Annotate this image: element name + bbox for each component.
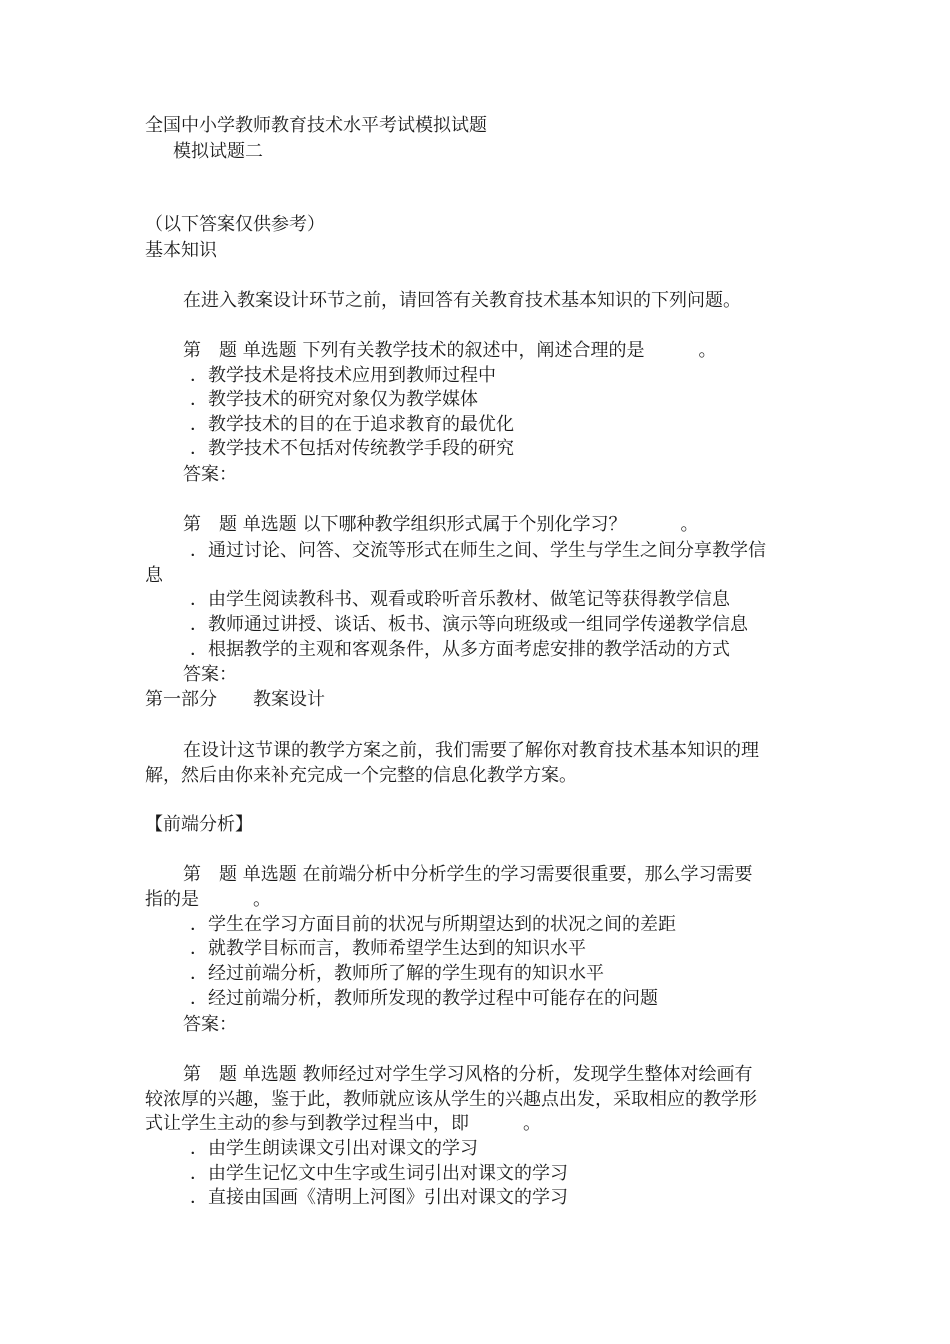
answer-label: 答案：: [183, 464, 237, 485]
question-option: ．教学技术是将技术应用到教师过程中: [190, 365, 496, 386]
part-intro: 解，然后由你来补充完成一个完整的信息化教学方案。: [145, 765, 577, 786]
question-option: ．经过前端分析，教师所了解的学生现有的知识水平: [190, 963, 604, 984]
part-intro: 在设计这节课的教学方案之前，我们需要了解你对教育技术基本知识的理: [183, 740, 759, 761]
question-stem: 第 题 单选题 教师经过对学生学习风格的分析，发现学生整体对绘画有: [183, 1064, 753, 1085]
question-stem: 式让学生主动的参与到教学过程当中，即 。: [145, 1113, 541, 1134]
answer-label: 答案：: [183, 664, 237, 685]
part-heading: 第一部分 教案设计: [145, 689, 325, 710]
question-option: ．学生在学习方面目前的状况与所期望达到的状况之间的差距: [190, 914, 676, 935]
question-option: ．由学生记忆文中生字或生词引出对课文的学习: [190, 1163, 568, 1184]
question-stem: 第 题 单选题 下列有关教学技术的叙述中，阐述合理的是 。: [183, 340, 717, 361]
question-option: ．教学技术的研究对象仅为教学媒体: [190, 389, 478, 410]
document-title: 全国中小学教师教育技术水平考试模拟试题: [145, 115, 487, 136]
section-heading-basic: 基本知识: [145, 240, 217, 261]
question-option-continuation: 息: [145, 565, 163, 586]
question-stem: 第 题 单选题 在前端分析中分析学生的学习需要很重要，那么学习需要: [183, 864, 753, 885]
question-option: ．就教学目标而言，教师希望学生达到的知识水平: [190, 938, 586, 959]
question-stem: 第 题 单选题 以下哪种教学组织形式属于个别化学习？ 。: [183, 514, 699, 535]
question-option: ．教学技术不包括对传统教学手段的研究: [190, 438, 514, 459]
question-option: ．经过前端分析，教师所发现的教学过程中可能存在的问题: [190, 988, 658, 1009]
answer-label: 答案：: [183, 1014, 237, 1035]
section-heading-frontend: 【前端分析】: [145, 814, 253, 835]
question-option: ．教学技术的目的在于追求教育的最优化: [190, 414, 514, 435]
question-option: ．通过讨论、问答、交流等形式在师生之间、学生与学生之间分享教学信: [190, 540, 766, 561]
answer-note: （以下答案仅供参考）: [145, 214, 325, 235]
question-option: ．由学生阅读教科书、观看或聆听音乐教材、做笔记等获得教学信息: [190, 589, 730, 610]
question-option: ．教师通过讲授、谈话、板书、演示等向班级或一组同学传递教学信息: [190, 614, 748, 635]
question-option: ．根据教学的主观和客观条件，从多方面考虑安排的教学活动的方式: [190, 639, 730, 660]
document-subtitle: 模拟试题二: [173, 141, 263, 162]
basic-intro: 在进入教案设计环节之前，请回答有关教育技术基本知识的下列问题。: [183, 290, 741, 311]
question-stem: 较浓厚的兴趣，鉴于此，教师就应该从学生的兴趣点出发，采取相应的教学形: [145, 1089, 757, 1110]
question-stem: 指的是 。: [145, 889, 271, 910]
question-option: ．直接由国画《清明上河图》引出对课文的学习: [190, 1187, 568, 1208]
question-option: ．由学生朗读课文引出对课文的学习: [190, 1138, 478, 1159]
